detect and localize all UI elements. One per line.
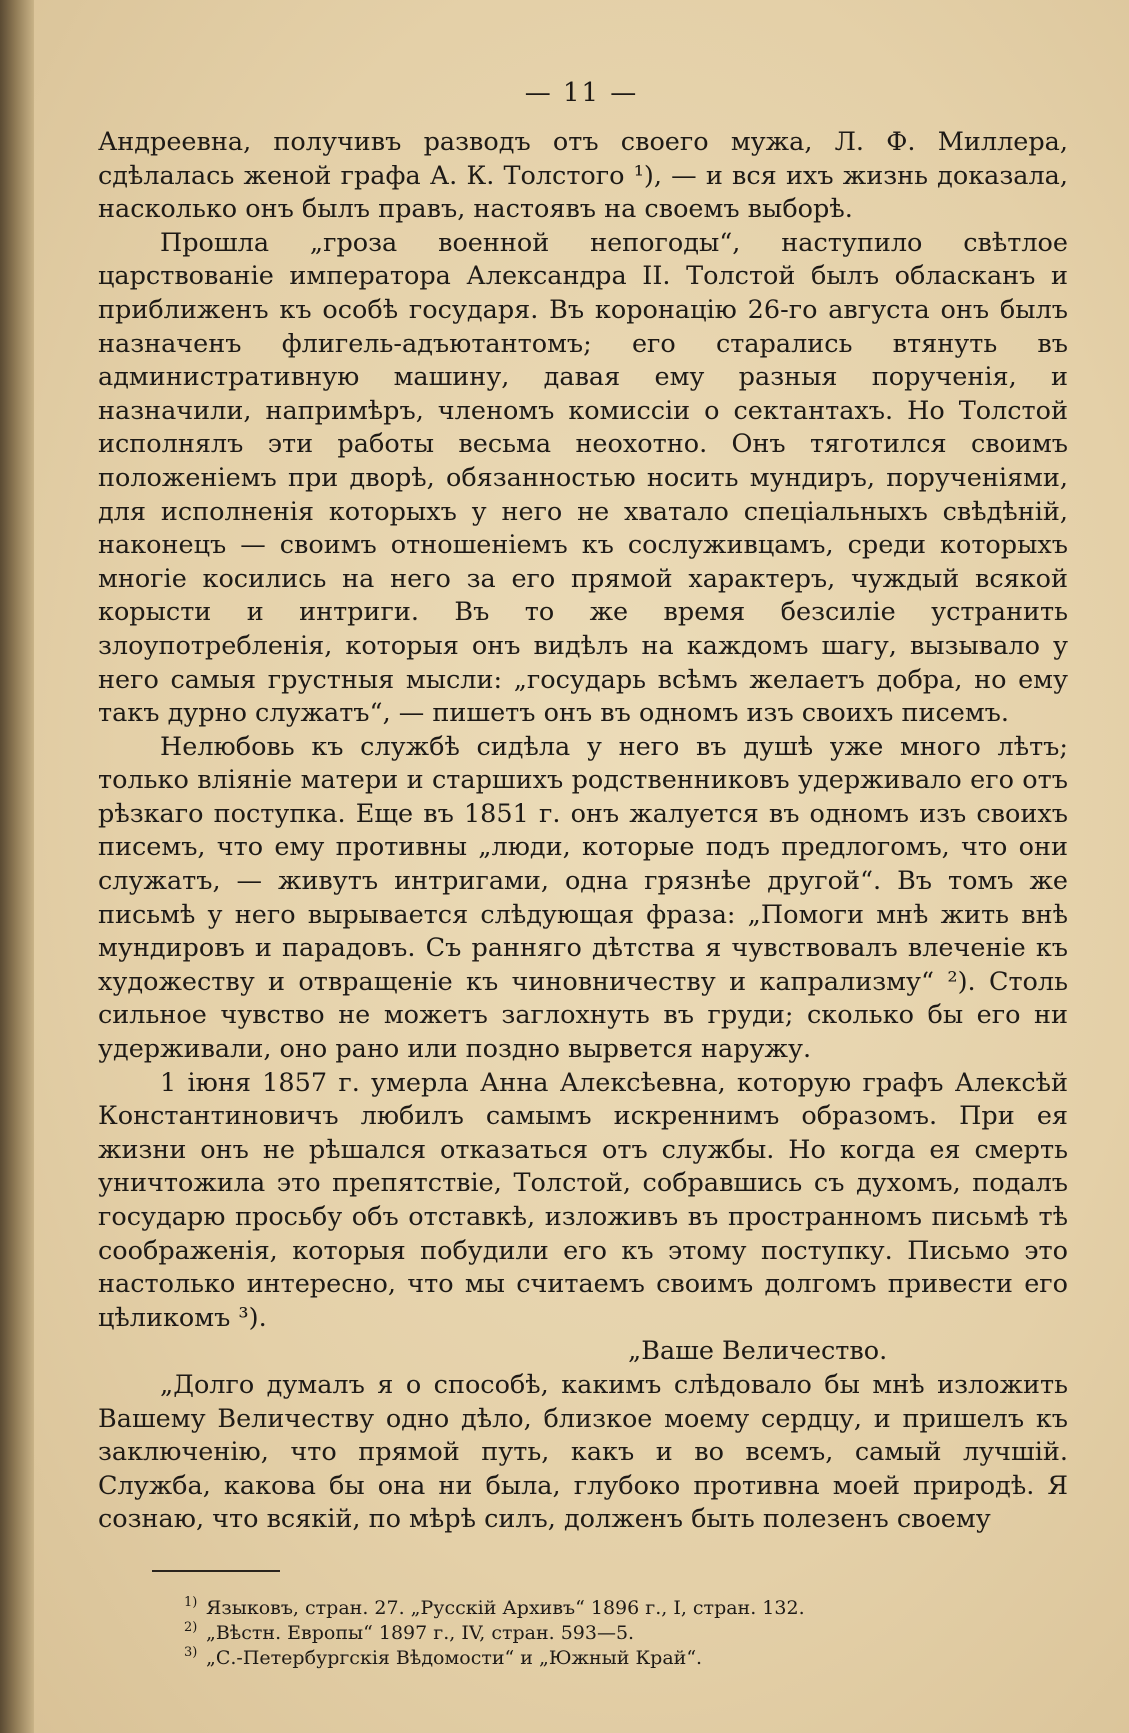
footnote-text: Языковъ, стран. 27. „Русскій Архивъ“ 1896 г., I, стран. 132. [206,1597,805,1619]
footnote-3 [184,1646,944,1671]
paragraph-5: „Долго думалъ я о способѣ, какимъ слѣдовало бы мнѣ изложить Вашему Величеству одно дѣло, близкое моему сердцу, и пришелъ къ заключенію, что прямой путь, какъ и во всемъ, самый лучшій. Служба, какова бы она ни была, глубоко противна моей природѣ. Я сознаю, что всякій, по мѣрѣ силъ, долженъ быть полезенъ своему [98,1369,1068,1535]
footnote-mark: 1) [184,1595,198,1610]
paragraph-1: Андреевна, получивъ разводъ отъ своего мужа, Л. Ф. Миллера, сдѣлалась женой графа А. К. Толстого ¹), — и вся ихъ жизнь доказала, насколько онъ былъ правъ, настоявъ на своемъ выборѣ. [98,127,1068,225]
page-number: — 11 — [524,78,639,108]
body-text [98,126,1068,1537]
paragraph-3: Нелюбовь къ службѣ сидѣла у него въ душѣ уже много лѣтъ; только вліяніе матери и старшихъ родственниковъ удерживало его отъ рѣзкаго поступка. Еще въ 1851 г. онъ жалуется въ одномъ изъ своихъ писемъ, что ему противны „люди, которые подъ предлогомъ, что они служатъ, — живутъ интригами, одна грязнѣе другой“. Въ томъ же письмѣ у него вырывается слѣдующая фраза: „Помоги мнѣ жить внѣ мундировъ и парадовъ. Съ ранняго дѣтства я чувствовалъ влеченіе къ художеству и отвращеніе къ чиновничеству и капрализму“ ²). Столь сильное чувство не можетъ заглохнуть въ груди; сколько бы его ни удерживали, оно рано или поздно вырвется наружу. [98,731,1068,1065]
footnote-text: „Вѣстн. Европы“ 1897 г., IV, стран. 593—5. [206,1622,635,1644]
book-spine-shadow [0,0,34,1733]
footnote-separator [152,1570,280,1572]
footnote-2 [184,1621,944,1646]
letter-salutation: „Ваше Величество. [628,1336,888,1367]
paragraph-4: 1 іюня 1857 г. умерла Анна Алексѣевна, которую графъ Алексѣй Константиновичъ любилъ самымъ искреннимъ образомъ. При ея жизни онъ не рѣшался отказаться отъ службы. Но когда ея смерть уничтожила это препятствіе, Толстой, собравшись съ духомъ, подалъ государю просьбу объ отставкѣ, изложивъ въ пространномъ письмѣ тѣ соображенія, которыя побудили его къ этому поступку. Письмо это настолько интересно, что мы считаемъ своимъ долгомъ привести его цѣликомъ ³). [98,1067,1068,1333]
footnotes [184,1596,944,1671]
footnote-mark: 3) [184,1645,198,1660]
book-page [34,0,1129,1733]
paragraph-2: Прошла „гроза военной непогоды“, наступило свѣтлое царствованіе императора Александра II. Толстой былъ обласканъ и приближенъ къ особѣ государя. Въ коронацію 26-го августа онъ былъ назначенъ флигель-адъютантомъ; его старались втянуть въ административную машину, давая ему разныя порученія, и назначили, напримѣръ, членомъ комиссіи о сектантахъ. Но Толстой исполнялъ эти работы весьма неохотно. Онъ тяготился своимъ положеніемъ при дворѣ, обязанностью носить мундиръ, порученіями, для исполненія которыхъ у него не хватало спеціальныхъ свѣдѣній, наконецъ — своимъ отношеніемъ къ сослуживцамъ, среди которыхъ многіе косились на него за его прямой характеръ, чуждый всякой корысти и интриги. Въ то же время безсиліе устранить злоупотребленія, которыя онъ видѣлъ на каждомъ шагу, вызывало у него самыя грустныя мысли: „государь всѣмъ желаетъ добра, но ему такъ дурно служатъ“, — пишетъ онъ въ одномъ изъ своихъ писемъ. [98,227,1068,729]
footnote-text: „С.-Петербургскія Вѣдомости“ и „Южный Край“. [206,1647,703,1669]
footnote-1 [184,1596,944,1621]
footnote-mark: 2) [184,1620,198,1635]
